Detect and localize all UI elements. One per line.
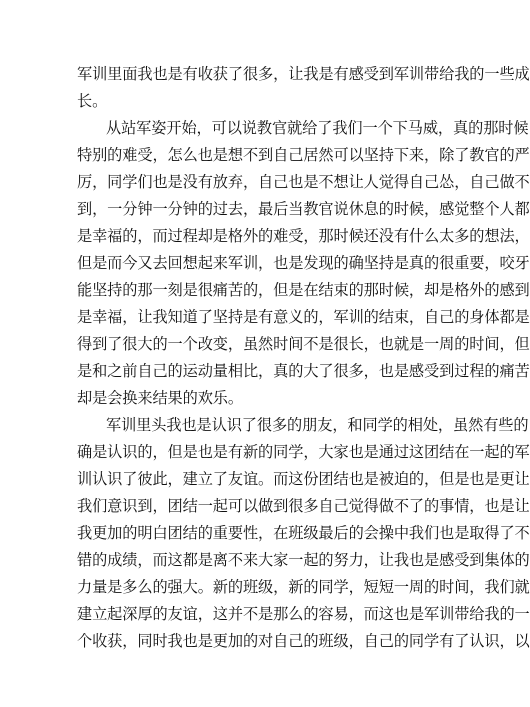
text-line: 建立起深厚的友谊，这并不是那么的容易，而这也是军训带给我的一 [77, 605, 530, 623]
text-line: 到，一分钟一分钟的过去，最后当教官说休息的时候，感觉整个人都 [77, 200, 530, 218]
text-line: 特别的难受，怎么也是想不到自己居然可以坚持下来，除了教官的严 [77, 146, 530, 164]
paragraph-first-line: 军训里头我也是认识了很多的朋友，和同学的相处，虽然有些的 [106, 416, 529, 434]
text-line: 厉，同学们也是没有放弃，自己也是不想让人觉得自己怂，自己做不 [77, 173, 530, 191]
text-line: 能坚持的那一刻是很痛苦的，但是在结束的那时候，却是格外的感到 [77, 281, 530, 299]
text-line: 却是会换来结果的欢乐。 [77, 389, 243, 407]
text-line: 是幸福的，而过程却是格外的难受，那时候还没有什么太多的想法， [77, 227, 530, 245]
text-line: 是和之前自己的运动量相比，真的大了很多，也是感受到过程的痛苦 [77, 362, 530, 380]
text-line: 个收获，同时我也是更加的对自己的班级，自己的同学有了认识，以 [77, 632, 530, 650]
text-line: 我更加的明白团结的重要性，在班级最后的会操中我们也是取得了不 [77, 524, 530, 542]
text-line: 确是认识的，但是也是有新的同学，大家也是通过这团结在一起的军 [77, 443, 530, 461]
text-line: 是幸福，让我知道了坚持是有意义的，军训的结束，自己的身体都是 [77, 308, 530, 326]
text-line: 训认识了彼此，建立了友谊。而这份团结也是被迫的，但是也是更让 [77, 470, 530, 488]
text-line: 力量是多么的强大。新的班级，新的同学，短短一周的时间，我们就 [77, 578, 530, 596]
text-line: 错的成绩，而这都是离不来大家一起的努力，让我也是感受到集体的 [77, 551, 530, 569]
text-line: 长。 [77, 92, 108, 110]
text-line: 但是而今又去回想起来军训，也是发现的确坚持是真的很重要，咬牙 [77, 254, 530, 272]
text-line: 我们意识到，团结一起可以做到很多自己觉得做不了的事情，也是让 [77, 497, 530, 515]
text-line: 军训里面我也是有收获了很多，让我是有感受到军训带给我的一些成 [77, 65, 530, 83]
text-line: 得到了很大的一个改变，虽然时间不是很长，也就是一周的时间，但 [77, 335, 530, 353]
paragraph-first-line: 从站军姿开始，可以说教官就给了我们一个下马威，真的那时候 [106, 119, 529, 137]
